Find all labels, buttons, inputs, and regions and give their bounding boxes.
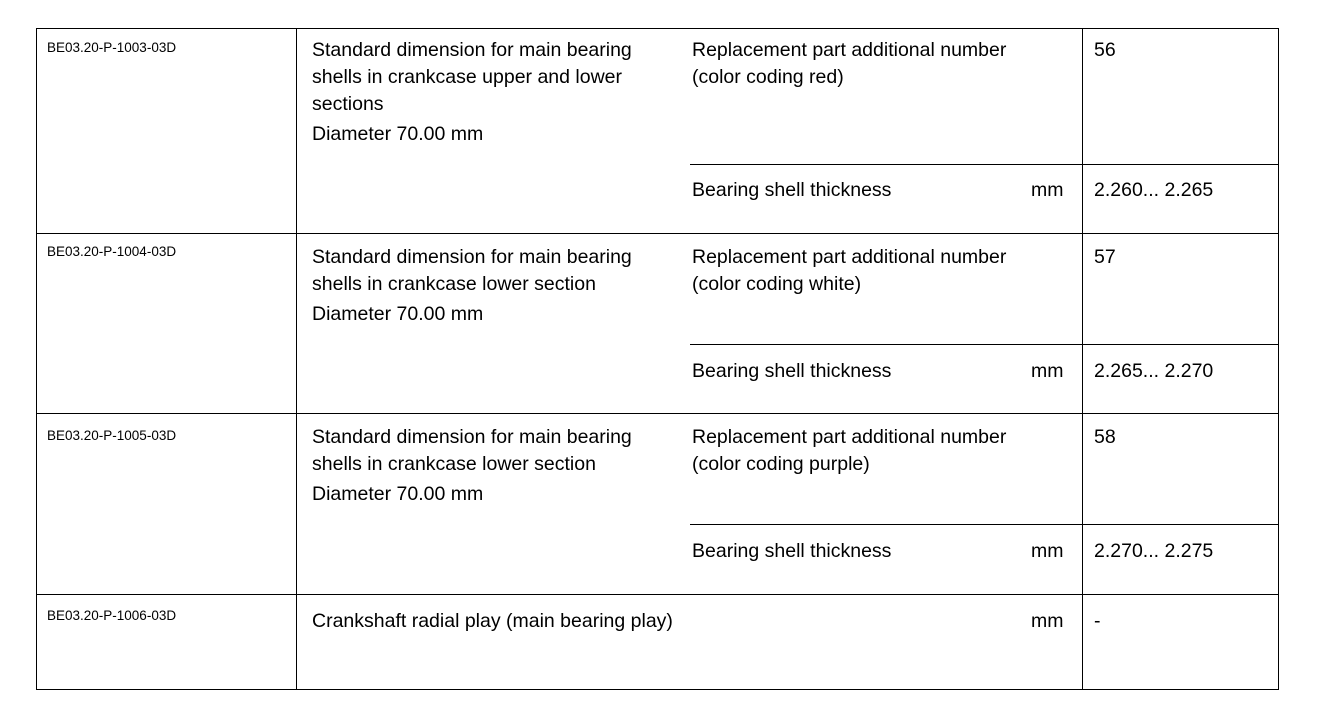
subrow-divider xyxy=(690,344,1279,345)
thickness-value: 2.265... 2.270 xyxy=(1094,360,1214,382)
row-divider xyxy=(36,233,1279,234)
thickness-value: 2.270... 2.275 xyxy=(1094,540,1214,562)
thickness-value: 2.260... 2.265 xyxy=(1094,179,1214,201)
column-divider xyxy=(296,28,297,690)
part-number-value: 58 xyxy=(1094,426,1116,448)
column-divider xyxy=(1082,28,1083,690)
thickness-unit: mm xyxy=(1031,540,1064,562)
description-cell xyxy=(312,244,682,328)
part-number-label: Replacement part additional number (color coding purple) xyxy=(692,426,1007,475)
diameter-text: Diameter 70.00 mm xyxy=(312,303,484,325)
row-divider xyxy=(36,413,1279,414)
thickness-unit: mm xyxy=(1031,360,1064,382)
thickness-label: Bearing shell thickness xyxy=(692,179,892,201)
play-value: - xyxy=(1094,610,1101,632)
diameter-text: Diameter 70.00 mm xyxy=(312,483,484,505)
document-code: BE03.20-P-1006-03D xyxy=(47,608,177,623)
subrow-divider xyxy=(690,524,1279,525)
part-number-label: Replacement part additional number (color coding white) xyxy=(692,246,1007,295)
description-cell xyxy=(312,424,682,508)
description-text: Standard dimension for main bearing shells in crankcase lower section xyxy=(312,246,632,295)
subrow-divider xyxy=(690,164,1279,165)
thickness-unit: mm xyxy=(1031,179,1064,201)
part-number-label: Replacement part additional number (color coding red) xyxy=(692,39,1007,88)
description-cell xyxy=(312,37,682,148)
thickness-label: Bearing shell thickness xyxy=(692,360,892,382)
part-number-value: 57 xyxy=(1094,246,1116,268)
description-text: Standard dimension for main bearing shells in crankcase lower section xyxy=(312,426,632,475)
document-code: BE03.20-P-1003-03D xyxy=(47,40,177,55)
document-code: BE03.20-P-1005-03D xyxy=(47,428,177,443)
part-number-value: 56 xyxy=(1094,39,1116,61)
thickness-label: Bearing shell thickness xyxy=(692,540,892,562)
document-code: BE03.20-P-1004-03D xyxy=(47,244,177,259)
description-cell xyxy=(312,608,682,635)
play-unit: mm xyxy=(1031,610,1064,632)
row-divider xyxy=(36,594,1279,595)
description-text: Crankshaft radial play (main bearing play) xyxy=(312,610,673,632)
description-text: Standard dimension for main bearing shells in crankcase upper and lower sections xyxy=(312,39,632,115)
diameter-text: Diameter 70.00 mm xyxy=(312,123,484,145)
